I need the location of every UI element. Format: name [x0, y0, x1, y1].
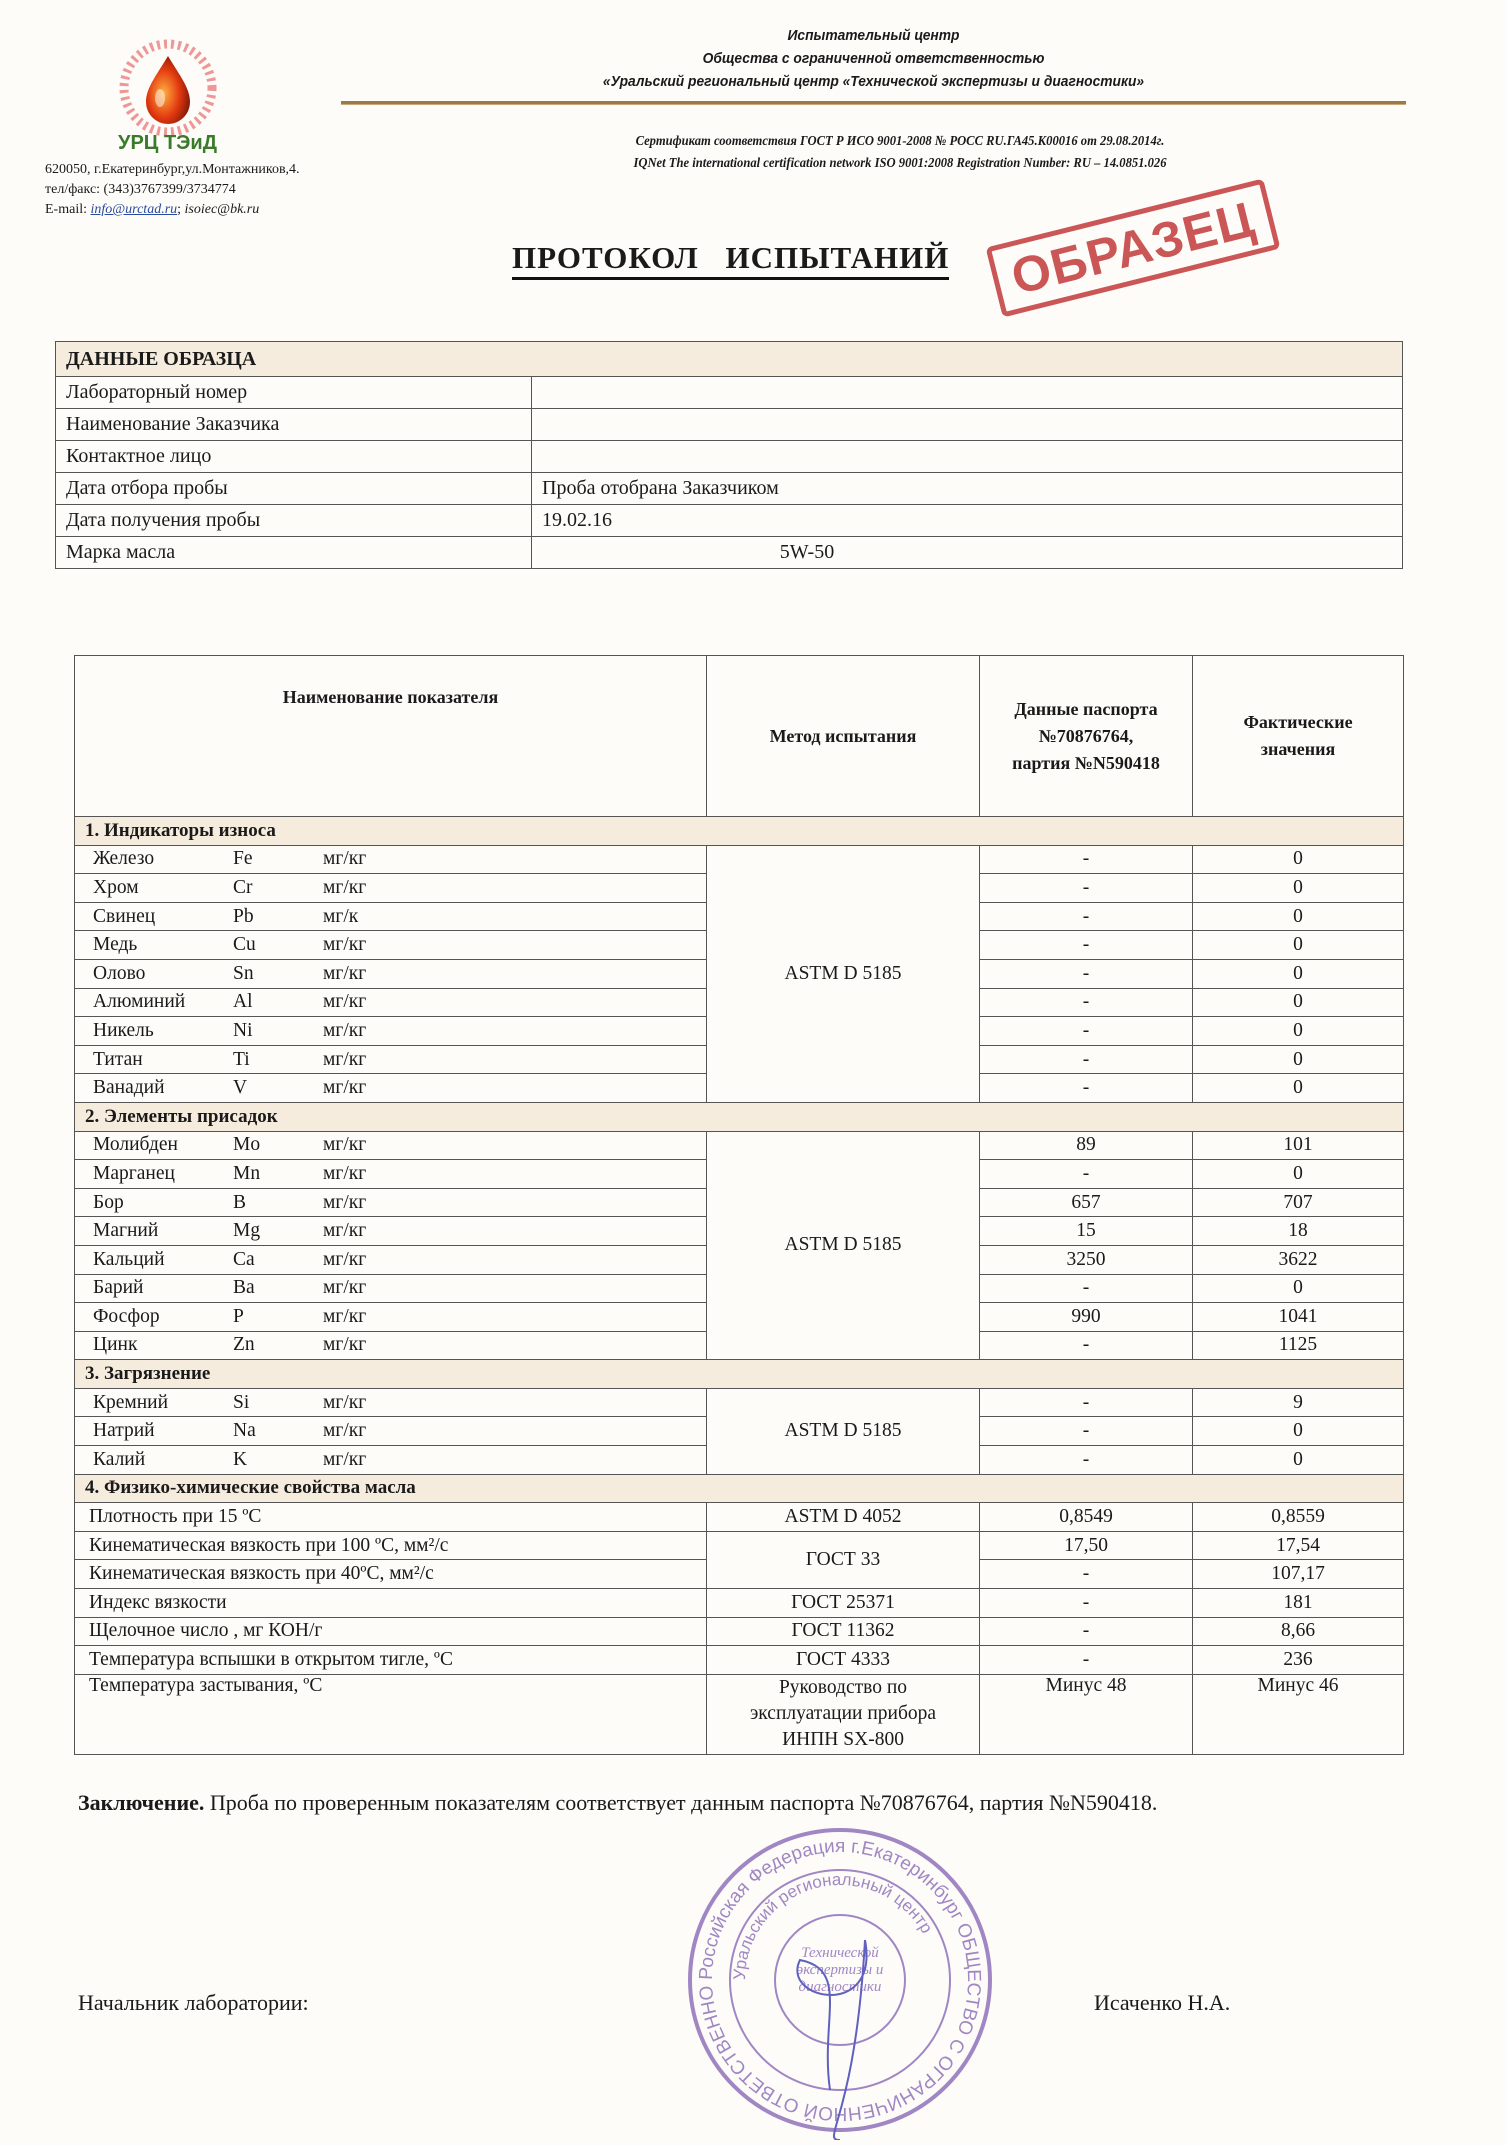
element-name: Барий [93, 1277, 144, 1299]
indicator-cell [75, 1274, 707, 1303]
actual-value: 3622 [1193, 1245, 1404, 1274]
element-symbol: B [233, 1191, 247, 1213]
passport-value: 17,50 [980, 1531, 1193, 1560]
indicator-cell [75, 1017, 707, 1046]
actual-value: 0 [1193, 1045, 1404, 1074]
actual-value: 181 [1193, 1589, 1404, 1618]
element-symbol: P [233, 1305, 244, 1327]
indicator-cell: Температура вспышки в открытом тигле, ºС [75, 1646, 707, 1675]
element-symbol: Mo [233, 1134, 261, 1156]
indicator-cell [75, 1188, 707, 1217]
element-unit: мг/кг [323, 848, 367, 870]
indicator-cell [75, 1245, 707, 1274]
row-label: Контактное лицо [56, 441, 532, 473]
element-unit: мг/кг [323, 1220, 367, 1242]
passport-value: - [980, 1417, 1193, 1446]
element-name: Фосфор [93, 1305, 160, 1327]
element-unit: мг/кг [323, 1077, 367, 1099]
element-symbol: K [233, 1448, 248, 1470]
email-link-1[interactable]: info@urctad.ru [90, 202, 178, 217]
row-value: 5W-50 [532, 537, 1403, 569]
indicator-cell: Щелочное число , мг КОН/г [75, 1617, 707, 1646]
conclusion-text: Проба по проверенным показателям соответствует данным паспорта №70876764, партия №N590418. [204, 1790, 1158, 1815]
passport-value: - [980, 1331, 1193, 1360]
seal-graphic [680, 1820, 1000, 2140]
passport-value: Минус 48 [980, 1674, 1193, 1754]
table-row [75, 1131, 1404, 1160]
indicator-cell [75, 1388, 707, 1417]
element-name: Никель [93, 1019, 154, 1041]
actual-value: 0 [1193, 959, 1404, 988]
row-label: Дата получения пробы [56, 505, 532, 537]
element-unit: мг/кг [323, 991, 367, 1013]
conclusion [78, 1788, 1406, 1818]
element-symbol: Cr [233, 876, 253, 898]
address-line: 620050, г.Екатеринбург,ул.Монтажников,4. [45, 162, 300, 177]
element-unit: мг/кг [323, 934, 367, 956]
indicator-cell [75, 874, 707, 903]
element-symbol: V [233, 1077, 248, 1099]
table-row [56, 473, 1403, 505]
element-unit: мг/кг [323, 1448, 367, 1470]
signature-role: Начальник лаборатории: [78, 1990, 309, 2015]
passport-value: - [980, 959, 1193, 988]
element-name: Цинк [93, 1334, 138, 1356]
element-unit: мг/к [323, 905, 359, 927]
passport-value: - [980, 1646, 1193, 1675]
section-title: 2. Элементы присадок [75, 1102, 1404, 1131]
sample-data-heading: ДАННЫЕ ОБРАЗЦА [56, 342, 1403, 377]
seal-center-text: Технической экспертизы и диагностики [796, 1945, 884, 1995]
method-cell: ГОСТ 4333 [707, 1646, 980, 1675]
page-title: ПРОТОКОЛ ИСПЫТАНИЙ [512, 240, 949, 280]
section-header-row [75, 1360, 1404, 1389]
table-row [56, 537, 1403, 569]
actual-value: 0 [1193, 902, 1404, 931]
indicator-cell [75, 1446, 707, 1475]
element-name: Кальций [93, 1248, 165, 1270]
results-header-row [75, 656, 1404, 817]
certificate-line-2: IQNet The international certification network ISO 9001:2008 Registration Number: RU – 14.0851.026 [633, 156, 1167, 171]
actual-value: 9 [1193, 1388, 1404, 1417]
section-header-row [75, 1474, 1404, 1503]
table-row [56, 505, 1403, 537]
element-symbol: Al [233, 991, 253, 1013]
element-unit: мг/кг [323, 962, 367, 984]
header-passport: Данные паспорта №70876764, партия №N590418 [980, 656, 1193, 817]
certificate-line-1: Сертификат соответствия ГОСТ Р ИСО 9001-2008 № РОСС RU.ГА45.К00016 от 29.08.2014г. [635, 134, 1165, 149]
element-symbol: Ca [233, 1248, 255, 1270]
actual-value: 0 [1193, 1417, 1404, 1446]
row-value [532, 441, 1403, 473]
element-unit: мг/кг [323, 876, 367, 898]
element-unit: мг/кг [323, 1248, 367, 1270]
passport-value: - [980, 1560, 1193, 1589]
element-name: Титан [93, 1048, 143, 1070]
element-name: Алюминий [93, 991, 186, 1013]
element-symbol: Na [233, 1420, 256, 1442]
actual-value: 0 [1193, 1017, 1404, 1046]
element-symbol: Si [233, 1391, 250, 1413]
passport-value: 3250 [980, 1245, 1193, 1274]
actual-value: 0,8559 [1193, 1503, 1404, 1532]
element-unit: мг/кг [323, 1162, 367, 1184]
element-unit: мг/кг [323, 1134, 367, 1156]
indicator-cell [75, 959, 707, 988]
element-unit: мг/кг [323, 1019, 367, 1041]
seal-outer-text: Российская Федерация г.Екатеринбург ОБЩЕСТВО С ОГРАНИЧЕННОЙ ОТВЕТСТВЕННО [695, 1835, 985, 2125]
header-line-2: Общества с ограниченной ответственностью [702, 50, 1045, 67]
actual-value: 0 [1193, 874, 1404, 903]
table-row [75, 1674, 1404, 1754]
actual-value: 0 [1193, 845, 1404, 874]
passport-value: - [980, 1274, 1193, 1303]
element-name: Железо [93, 848, 155, 870]
passport-value: - [980, 1017, 1193, 1046]
element-name: Олово [93, 962, 146, 984]
element-symbol: Mn [233, 1162, 261, 1184]
indicator-cell [75, 1303, 707, 1332]
round-seal [680, 1820, 1000, 2145]
element-name: Медь [93, 934, 138, 956]
actual-value: 101 [1193, 1131, 1404, 1160]
element-unit: мг/кг [323, 1277, 367, 1299]
actual-value: 18 [1193, 1217, 1404, 1246]
header-line-3: «Уральский региональный центр «Технической экспертизы и диагностики» [602, 73, 1145, 90]
method-cell: ASTM D 4052 [707, 1503, 980, 1532]
header-line-1: Испытательный центр [787, 27, 960, 44]
indicator-cell [75, 988, 707, 1017]
email-separator: ; [177, 202, 185, 217]
passport-value: - [980, 902, 1193, 931]
indicator-cell: Температура застывания, ºС [75, 1674, 707, 1754]
indicator-cell: Кинематическая вязкость при 100 ºС, мм²/с [75, 1531, 707, 1560]
phone-line: тел/факс: (343)3767399/3734774 [45, 182, 236, 197]
passport-value: - [980, 1045, 1193, 1074]
section-title: 4. Физико-химические свойства масла [75, 1474, 1404, 1503]
row-value [532, 409, 1403, 441]
passport-value: - [980, 1617, 1193, 1646]
section-header-row [75, 817, 1404, 846]
passport-value: - [980, 1074, 1193, 1103]
passport-value: 89 [980, 1131, 1193, 1160]
row-value: Проба отобрана Заказчиком [532, 473, 1403, 505]
element-symbol: Cu [233, 934, 256, 956]
actual-value: 107,17 [1193, 1560, 1404, 1589]
row-label: Наименование Заказчика [56, 409, 532, 441]
method-cell: Руководство по эксплуатации прибора ИНПН SX-800 [707, 1674, 980, 1754]
method-cell: ASTM D 5185 [707, 1131, 980, 1360]
email-link-2[interactable]: isoiec@bk.ru [184, 202, 260, 217]
passport-value: 990 [980, 1303, 1193, 1332]
element-name: Молибден [93, 1134, 178, 1156]
passport-value: - [980, 845, 1193, 874]
row-label: Дата отбора пробы [56, 473, 532, 505]
table-row [56, 409, 1403, 441]
indicator-cell [75, 1217, 707, 1246]
table-row [75, 1589, 1404, 1618]
header-method: Метод испытания [707, 656, 980, 817]
results-table [74, 655, 1404, 1755]
indicator-cell [75, 845, 707, 874]
indicator-cell [75, 1045, 707, 1074]
indicator-cell [75, 1074, 707, 1103]
indicator-cell [75, 1131, 707, 1160]
table-row [75, 1503, 1404, 1532]
actual-value: 8,66 [1193, 1617, 1404, 1646]
passport-value: - [980, 988, 1193, 1017]
indicator-cell [75, 1331, 707, 1360]
signature-name: Исаченко Н.А. [1094, 1990, 1231, 2015]
indicator-cell [75, 931, 707, 960]
conclusion-label: Заключение. [78, 1790, 205, 1815]
table-row [75, 1531, 1404, 1560]
header-divider [341, 101, 1406, 105]
actual-value: 0 [1193, 1446, 1404, 1475]
element-symbol: Ti [233, 1048, 250, 1070]
actual-value: 236 [1193, 1646, 1404, 1675]
row-value [532, 377, 1403, 409]
oil-drop-icon [118, 38, 218, 138]
element-name: Марганец [93, 1162, 175, 1184]
header-indicator: Наименование показателя [75, 656, 707, 817]
element-symbol: Sn [233, 962, 254, 984]
element-unit: мг/кг [323, 1420, 367, 1442]
element-symbol: Zn [233, 1334, 255, 1356]
sample-data-table [55, 341, 1403, 569]
logo-name: УРЦ ТЭиД [118, 132, 217, 154]
passport-value: - [980, 931, 1193, 960]
method-cell: ASTM D 5185 [707, 845, 980, 1102]
element-unit: мг/кг [323, 1391, 367, 1413]
actual-value: 707 [1193, 1188, 1404, 1217]
row-label: Марка масла [56, 537, 532, 569]
method-cell: ASTM D 5185 [707, 1388, 980, 1474]
indicator-cell: Плотность при 15 ºС [75, 1503, 707, 1532]
element-symbol: Mg [233, 1220, 261, 1242]
passport-value: 15 [980, 1217, 1193, 1246]
header-actual: Фактические значения [1193, 656, 1404, 817]
element-name: Натрий [93, 1420, 155, 1442]
logo [118, 38, 218, 138]
element-name: Калий [93, 1448, 146, 1470]
sample-stamp: ОБРАЗЕЦ [986, 178, 1281, 317]
method-cell: ГОСТ 11362 [707, 1617, 980, 1646]
indicator-cell: Кинематическая вязкость при 40ºС, мм²/с [75, 1560, 707, 1589]
element-name: Кремний [93, 1391, 169, 1413]
actual-value: 0 [1193, 931, 1404, 960]
table-row [75, 1646, 1404, 1675]
passport-value: 657 [980, 1188, 1193, 1217]
row-value: 19.02.16 [532, 505, 1403, 537]
section-title: 1. Индикаторы износа [75, 817, 1404, 846]
passport-value: 0,8549 [980, 1503, 1193, 1532]
actual-value: 0 [1193, 988, 1404, 1017]
seal-inner-text: Уральский региональный центр [729, 1869, 937, 1981]
element-name: Магний [93, 1220, 159, 1242]
method-cell: ГОСТ 33 [707, 1531, 980, 1588]
row-label: Лабораторный номер [56, 377, 532, 409]
element-symbol: Ba [233, 1277, 255, 1299]
actual-value: 1125 [1193, 1331, 1404, 1360]
actual-value: 0 [1193, 1160, 1404, 1189]
element-unit: мг/кг [323, 1048, 367, 1070]
element-unit: мг/кг [323, 1305, 367, 1327]
element-name: Хром [93, 876, 139, 898]
section-title: 3. Загрязнение [75, 1360, 1404, 1389]
indicator-cell [75, 902, 707, 931]
table-row [75, 1388, 1404, 1417]
element-unit: мг/кг [323, 1334, 367, 1356]
table-row [75, 1617, 1404, 1646]
indicator-cell: Индекс вязкости [75, 1589, 707, 1618]
table-row [56, 441, 1403, 473]
passport-value: - [980, 1446, 1193, 1475]
table-row [75, 845, 1404, 874]
actual-value: 1041 [1193, 1303, 1404, 1332]
table-row [56, 377, 1403, 409]
indicator-cell [75, 1417, 707, 1446]
email-label: E-mail: [45, 202, 91, 217]
passport-value: - [980, 1388, 1193, 1417]
element-symbol: Ni [233, 1019, 253, 1041]
method-cell: ГОСТ 25371 [707, 1589, 980, 1618]
element-name: Ванадий [93, 1077, 165, 1099]
element-unit: мг/кг [323, 1191, 367, 1213]
email-line [45, 202, 259, 218]
section-header-row [75, 1102, 1404, 1131]
actual-value: Минус 46 [1193, 1674, 1404, 1754]
passport-value: - [980, 874, 1193, 903]
actual-value: 0 [1193, 1074, 1404, 1103]
element-symbol: Fe [233, 848, 253, 870]
passport-value: - [980, 1160, 1193, 1189]
element-name: Свинец [93, 905, 156, 927]
passport-value: - [980, 1589, 1193, 1618]
actual-value: 0 [1193, 1274, 1404, 1303]
indicator-cell [75, 1160, 707, 1189]
actual-value: 17,54 [1193, 1531, 1404, 1560]
element-name: Бор [93, 1191, 124, 1213]
element-symbol: Pb [233, 905, 254, 927]
